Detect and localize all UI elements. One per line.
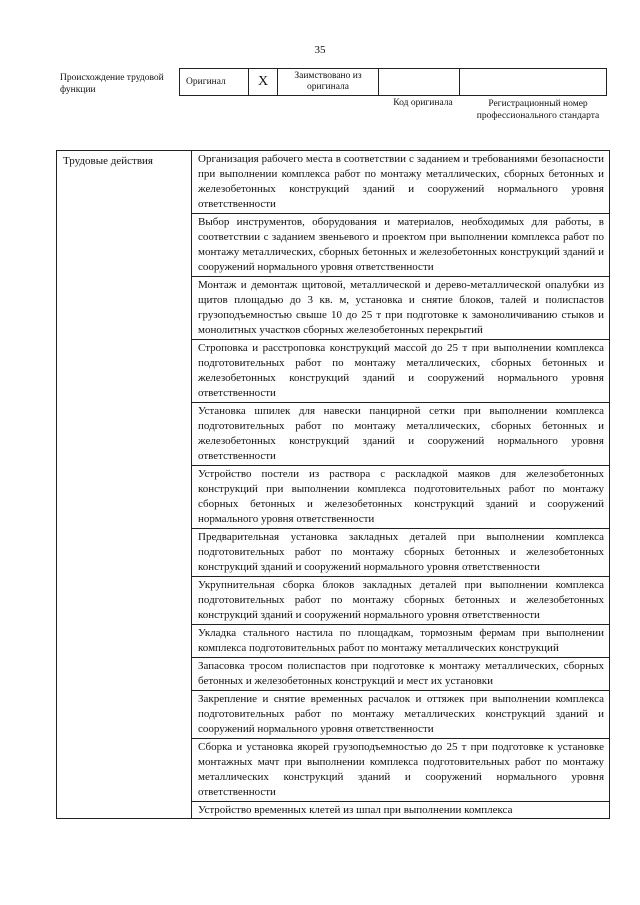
labor-action-row: Укрупнительная сборка блоков закладных деталей при выполнении комплекса подготовительных работ по монтажу сборных бетонных и железобетонных конструкций зданий и сооружений нормального уровня ответственности <box>192 577 610 625</box>
labor-action-row: Выбор инструментов, оборудования и материалов, необходимых для работы, в соответствии с заданием звеньевого и проектом при выполнении комплекса работ по монтажу металлических, сборных бетонных и железобетонных конструкций зданий и сооружений нормального уровня ответственности <box>192 214 610 277</box>
labor-action-row: Предварительная установка закладных деталей при выполнении комплекса подготовительных работ по монтажу сборных бетонных и железобетонных конструкций зданий и сооружений нормального уровня ответственности <box>192 529 610 577</box>
labor-action-row: Установка шпилек для навески панцирной сетки при выполнении комплекса подготовительных работ по монтажу металлических, сборных бетонных и железобетонных конструкций зданий и сооружений нормального уровня ответственности <box>192 403 610 466</box>
labor-action-row: Строповка и расстроповка конструкций массой до 25 т при выполнении комплекса подготовительных работ по монтажу металлических, сборных бетонных и железобетонных конструкций зданий и сооружений нормального уровня ответственности <box>192 340 610 403</box>
labor-actions-table <box>56 150 610 819</box>
origin-label: Происхождение трудовой функции <box>60 73 164 95</box>
labor-action-row: Сборка и установка якорей грузоподъемностью до 25 т при подготовке к установке монтажных мачт при выполнении комплекса подготовительных работ по монтажу металлических конструкций зданий и сооружений нормального уровня ответственности <box>192 739 610 802</box>
origin-code-caption: Код оригинала <box>393 98 453 108</box>
origin-reg-caption: Регистрационный номер профессионального стандарта <box>476 99 600 121</box>
labor-action-row: Запасовка тросом полиспастов при подготовке к монтажу металлических, сборных бетонных и железобетонных конструкций и мест их установки <box>192 658 610 691</box>
labor-actions-label: Трудовые действия <box>57 151 192 819</box>
labor-action-row: Устройство временных клетей из шпал при выполнении комплекса <box>192 802 610 819</box>
origin-original-cell: Оригинал <box>180 69 249 96</box>
labor-action-row: Закрепление и снятие временных расчалок и оттяжек при выполнении комплекса подготовительных работ по монтажу металлических конструкций зданий и сооружений нормального уровня ответственности <box>192 691 610 739</box>
origin-reg-cell <box>460 69 607 96</box>
origin-mark-cell: X <box>249 69 278 96</box>
origin-code-cell <box>379 69 460 96</box>
origin-borrowed-cell: Заимствовано из оригинала <box>278 69 379 96</box>
labor-action-row: Организация рабочего места в соответствии с заданием и требованиями безопасности при выполнении комплекса работ по монтажу металлических, сборных бетонных и железобетонных конструкций зданий и сооружений нормального уровня ответственности <box>192 151 610 214</box>
labor-action-row: Монтаж и демонтаж щитовой, металлической и дерево-металлической опалубки из щитов площадью до 3 кв. м, установка и снятие блоков, талей и полиспастов грузоподъемностью свыше 10 до 25 т при подготовке к замоноличиванию стыков и монолитных участков сборных железобетонных перекрытий <box>192 277 610 340</box>
page-number: 35 <box>314 44 326 56</box>
origin-table <box>179 68 607 96</box>
labor-action-row: Укладка стального настила по площадкам, тормозным фермам при выполнении комплекса подготовительных работ по монтажу металлических конструкций <box>192 625 610 658</box>
labor-action-row: Устройство постели из раствора с раскладкой маяков для железобетонных конструкций при выполнении комплекса подготовительных работ по монтажу сборных бетонных и железобетонных конструкций зданий и сооружений нормального уровня ответственности <box>192 466 610 529</box>
